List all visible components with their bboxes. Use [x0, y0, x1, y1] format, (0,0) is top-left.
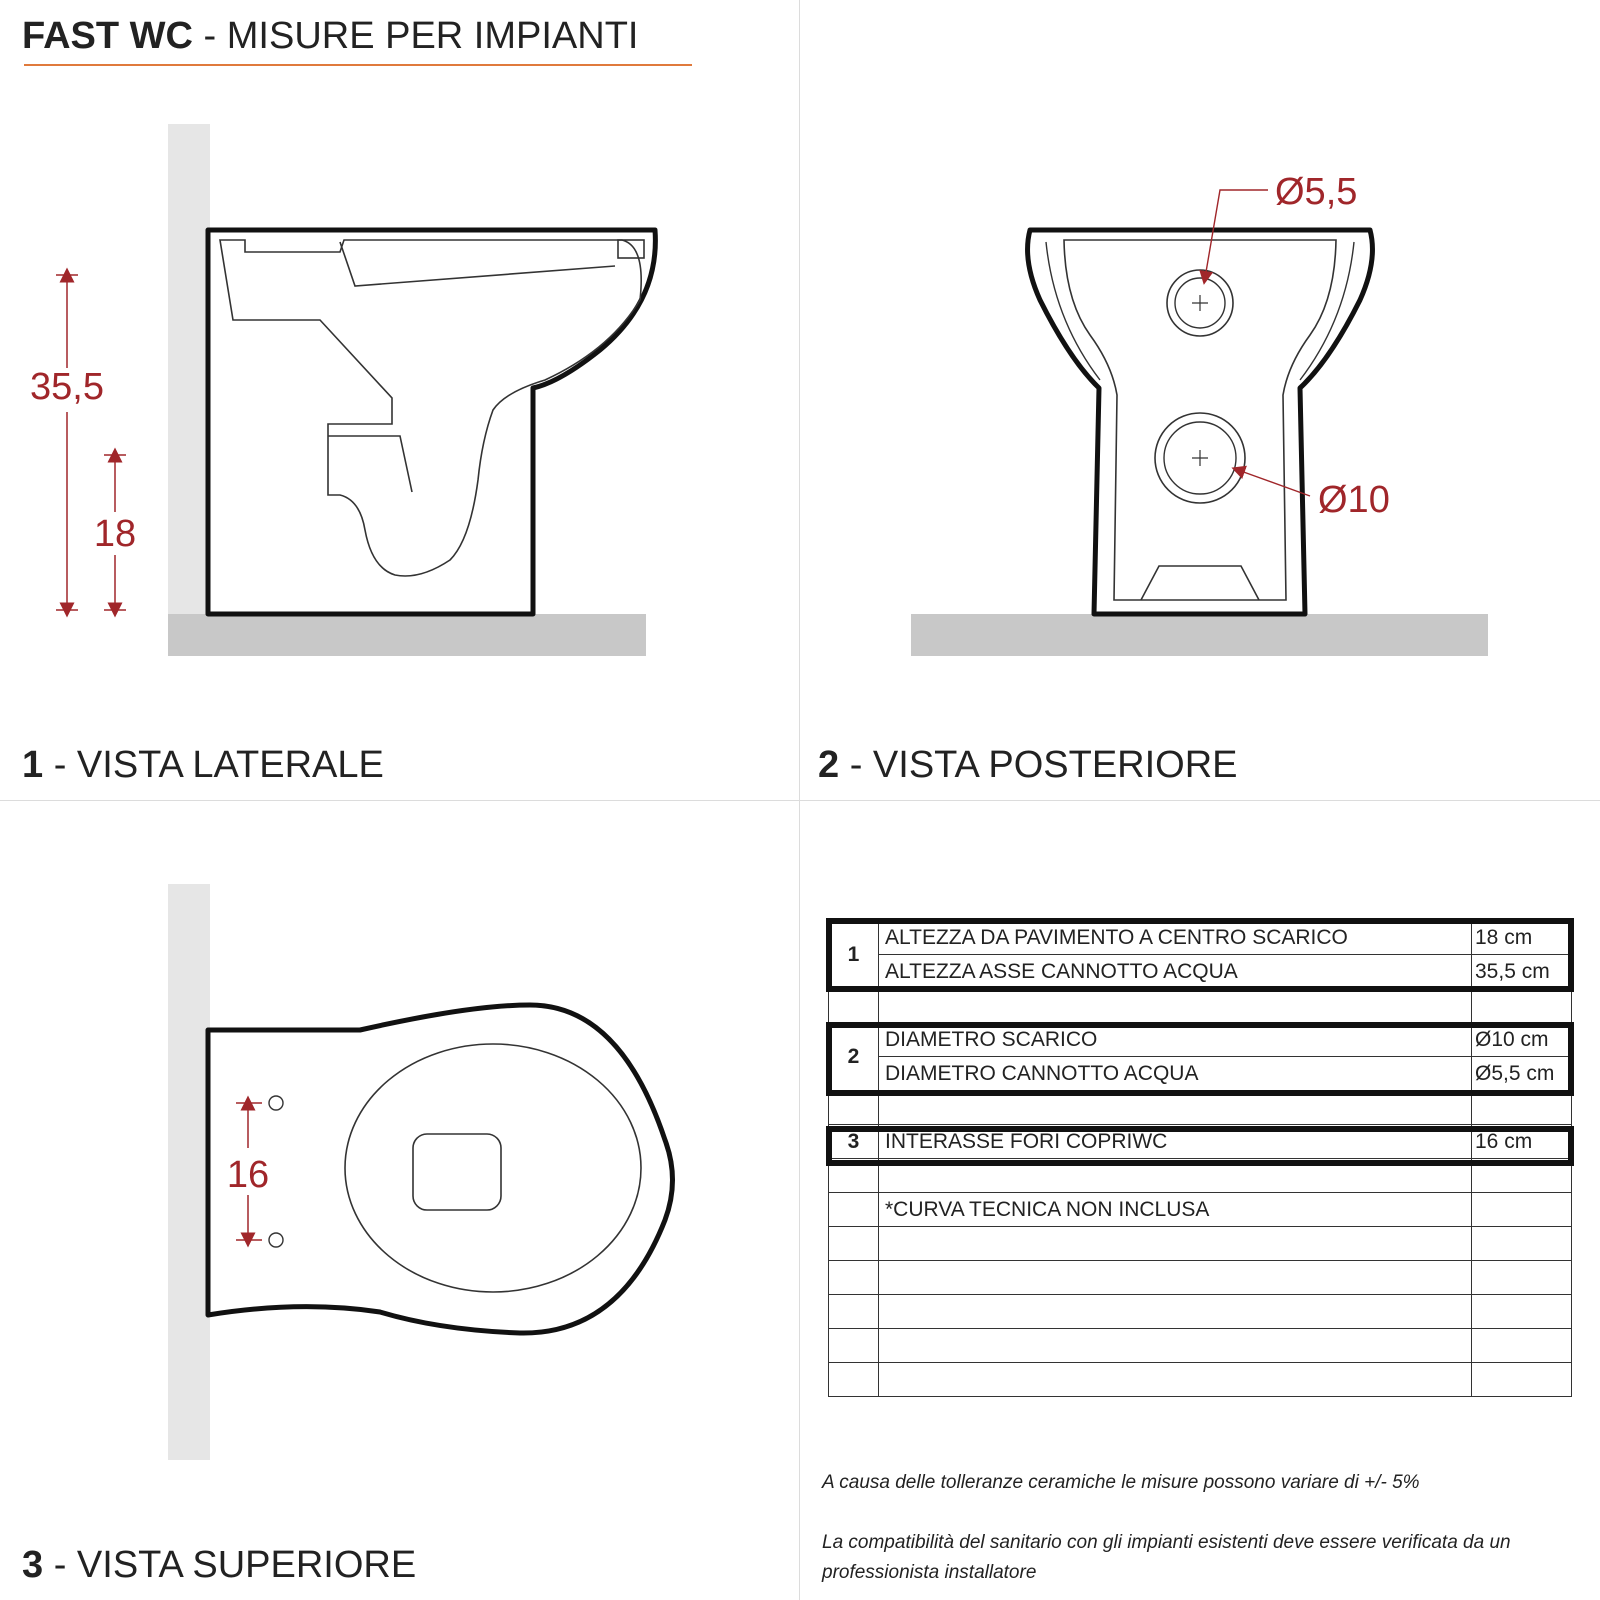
side-wall [168, 124, 210, 656]
row-label: INTERASSE FORI COPRIWC [879, 1125, 1472, 1159]
table-row [829, 1295, 1572, 1329]
view-label-side: 1 - VISTA LATERALE [22, 744, 384, 786]
row-value: 35,5 cm [1472, 955, 1572, 989]
row-label: ALTEZZA ASSE CANNOTTO ACQUA [879, 955, 1472, 989]
footnote-row: *CURVA TECNICA NON INCLUSA [879, 1193, 1472, 1227]
rear-view-drawing [911, 171, 1488, 656]
side-view-drawing [30, 124, 655, 656]
table-row [829, 1193, 1572, 1227]
table-row [829, 1363, 1572, 1397]
view-label-top: 3 - VISTA SUPERIORE [22, 1544, 417, 1586]
product-name: FAST WC [22, 15, 193, 57]
top-view-drawing [168, 884, 673, 1460]
group-frame-2 [826, 1022, 1574, 1096]
tolerance-note: A causa delle tolleranze ceramiche le misure possono variare di +/- 5% [822, 1472, 1420, 1493]
table-row [829, 1227, 1572, 1261]
table-row [829, 1261, 1572, 1295]
group-number: 1 [829, 921, 879, 989]
dim-rear-drain: Ø10 [1318, 479, 1390, 521]
group-number: 3 [829, 1125, 879, 1159]
view-label-rear: 2 - VISTA POSTERIORE [818, 744, 1238, 786]
dim-side-drain: 18 [93, 513, 137, 555]
dim-top-spacing: 16 [226, 1154, 270, 1196]
table-row [829, 1329, 1572, 1363]
rear-floor [911, 614, 1488, 656]
dim-rear-water: Ø5,5 [1275, 171, 1358, 213]
row-label: DIAMETRO SCARICO [879, 1023, 1472, 1057]
row-value: 18 cm [1472, 921, 1572, 955]
row-value: Ø10 cm [1472, 1023, 1572, 1057]
table-row [829, 989, 1572, 1023]
page-subtitle: - MISURE PER IMPIANTI [203, 15, 639, 57]
row-label: DIAMETRO CANNOTTO ACQUA [879, 1057, 1472, 1091]
group-number: 2 [829, 1023, 879, 1091]
group-frame-1 [826, 918, 1574, 992]
compatibility-note: La compatibilità del sanitario con gli impianti esistenti deve essere verificata da un professionista installatore [822, 1532, 1511, 1583]
row-value: Ø5,5 cm [1472, 1057, 1572, 1091]
side-toilet-outline [208, 230, 655, 614]
top-wall [168, 884, 210, 1460]
group-frame-3 [826, 1126, 1574, 1166]
row-value: 16 cm [1472, 1125, 1572, 1159]
side-floor [168, 614, 646, 656]
row-label: ALTEZZA DA PAVIMENTO A CENTRO SCARICO [879, 921, 1472, 955]
dim-side-total: 35,5 [30, 366, 104, 408]
